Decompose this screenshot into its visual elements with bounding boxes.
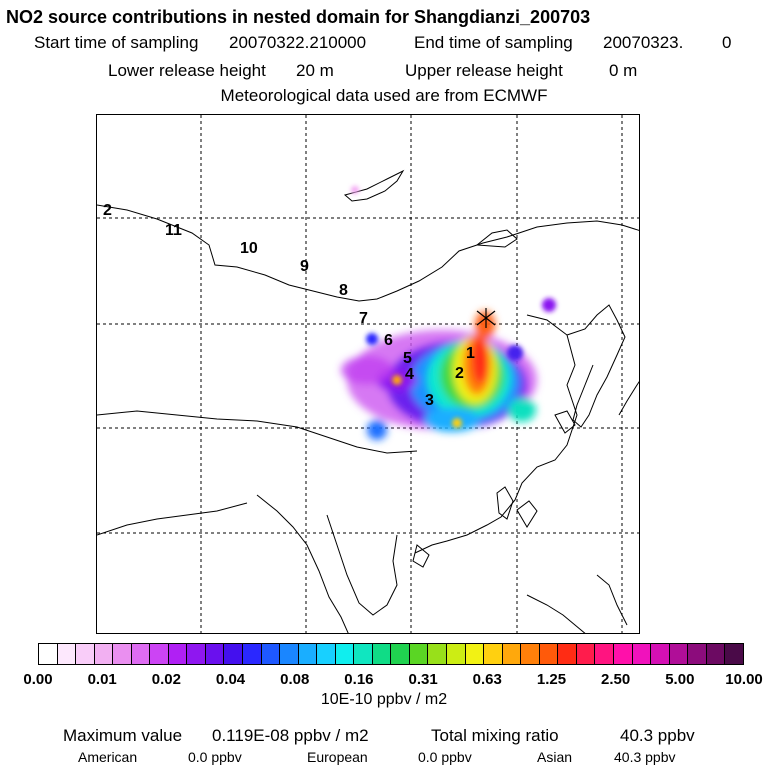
color-scale-bar [38, 643, 744, 665]
trajectory-label: 10 [240, 240, 258, 257]
upper-height-label: Upper release height [405, 61, 563, 80]
trajectory-label: 7 [359, 310, 368, 327]
trajectory-label: 9 [300, 258, 309, 275]
trajectory-label: 2 [103, 202, 112, 219]
color-scale-cell [262, 644, 281, 664]
color-scale-cell [76, 644, 95, 664]
color-scale-cell [206, 644, 225, 664]
trajectory-label: 4 [405, 366, 414, 383]
met-data-line: Meteorological data used are from ECMWF [220, 86, 548, 105]
color-scale-cell [707, 644, 726, 664]
color-scale-cell [595, 644, 614, 664]
color-scale-units: 10E-10 ppbv / m2 [320, 691, 448, 708]
color-scale-cell [428, 644, 447, 664]
color-scale-tick: 0.08 [280, 671, 310, 688]
trajectory-label: 3 [425, 392, 434, 409]
start-time-value: 20070322.210000 [229, 33, 367, 52]
map-canvas [97, 115, 640, 634]
american-value: 0.0 ppbv [188, 749, 242, 765]
color-scale-tick: 2.50 [601, 671, 631, 688]
color-scale-cell [243, 644, 262, 664]
color-scale-cell [336, 644, 355, 664]
color-scale-tick: 0.02 [151, 671, 181, 688]
total-mixing-value: 40.3 ppbv [620, 726, 695, 745]
color-scale-tick: 5.00 [665, 671, 695, 688]
american-label: American [78, 749, 138, 765]
map-title: NO2 source contributions in nested domain for Shangdianzi_200703 [6, 7, 591, 27]
color-scale-cell [391, 644, 410, 664]
color-scale-cell [651, 644, 670, 664]
color-scale-cell [280, 644, 299, 664]
color-scale-tick: 0.04 [215, 671, 246, 688]
color-scale-cell [39, 644, 58, 664]
color-scale-cell [725, 644, 743, 664]
color-scale-cell [466, 644, 485, 664]
trajectory-label: 1 [466, 345, 475, 362]
color-scale-cell [58, 644, 77, 664]
color-scale-cell [410, 644, 429, 664]
end-time-value: 20070323. [603, 33, 684, 52]
european-value: 0.0 ppbv [418, 749, 472, 765]
color-scale-tick: 0.01 [87, 671, 117, 688]
color-scale-cell [113, 644, 132, 664]
trajectory-label: 6 [384, 332, 393, 349]
map-panel [96, 114, 640, 634]
start-time-label: Start time of sampling [34, 33, 199, 52]
color-scale-tick: 0.00 [23, 671, 53, 688]
color-scale-cell [132, 644, 151, 664]
color-scale-cell [187, 644, 206, 664]
trajectory-label: 8 [339, 282, 348, 299]
color-scale-cell [299, 644, 318, 664]
color-scale-cell [558, 644, 577, 664]
color-scale-cell [224, 644, 243, 664]
end-time-label: End time of sampling [414, 33, 573, 52]
trajectory-label: 11 [165, 222, 182, 239]
color-scale-cell [614, 644, 633, 664]
color-scale-cell [169, 644, 188, 664]
color-scale-cell [317, 644, 336, 664]
color-scale-tick: 0.63 [472, 671, 502, 688]
color-scale-cell [540, 644, 559, 664]
max-value-label: Maximum value [63, 726, 183, 745]
lower-height-value: 20 m [296, 61, 334, 80]
color-scale-tick: 10.00 [725, 671, 763, 688]
upper-height-value: 0 m [609, 61, 638, 80]
trajectory-label: 5 [403, 350, 412, 367]
color-scale-cell [577, 644, 596, 664]
color-scale-cell [633, 644, 652, 664]
color-scale-cell [447, 644, 466, 664]
color-scale-cell [484, 644, 503, 664]
color-scale-cell [503, 644, 522, 664]
end-time-suffix: 0 [722, 33, 732, 52]
color-scale-cell [521, 644, 540, 664]
color-scale-tick: 0.31 [408, 671, 438, 688]
concentration-field [341, 186, 556, 440]
color-scale-cell [670, 644, 689, 664]
color-scale-tick: 0.16 [344, 671, 374, 688]
color-scale-cell [95, 644, 114, 664]
color-scale-tick: 1.25 [536, 671, 567, 688]
asian-value: 40.3 ppbv [614, 749, 676, 765]
trajectory-label: 2 [455, 365, 464, 382]
color-scale-cell [150, 644, 169, 664]
max-value: 0.119E-08 ppbv / m2 [212, 726, 369, 745]
color-scale-cell [373, 644, 392, 664]
color-scale-cell [354, 644, 373, 664]
color-scale-cell [688, 644, 707, 664]
total-mixing-label: Total mixing ratio [431, 726, 559, 745]
european-label: European [307, 749, 368, 765]
asian-label: Asian [537, 749, 573, 765]
lower-height-label: Lower release height [108, 61, 266, 80]
